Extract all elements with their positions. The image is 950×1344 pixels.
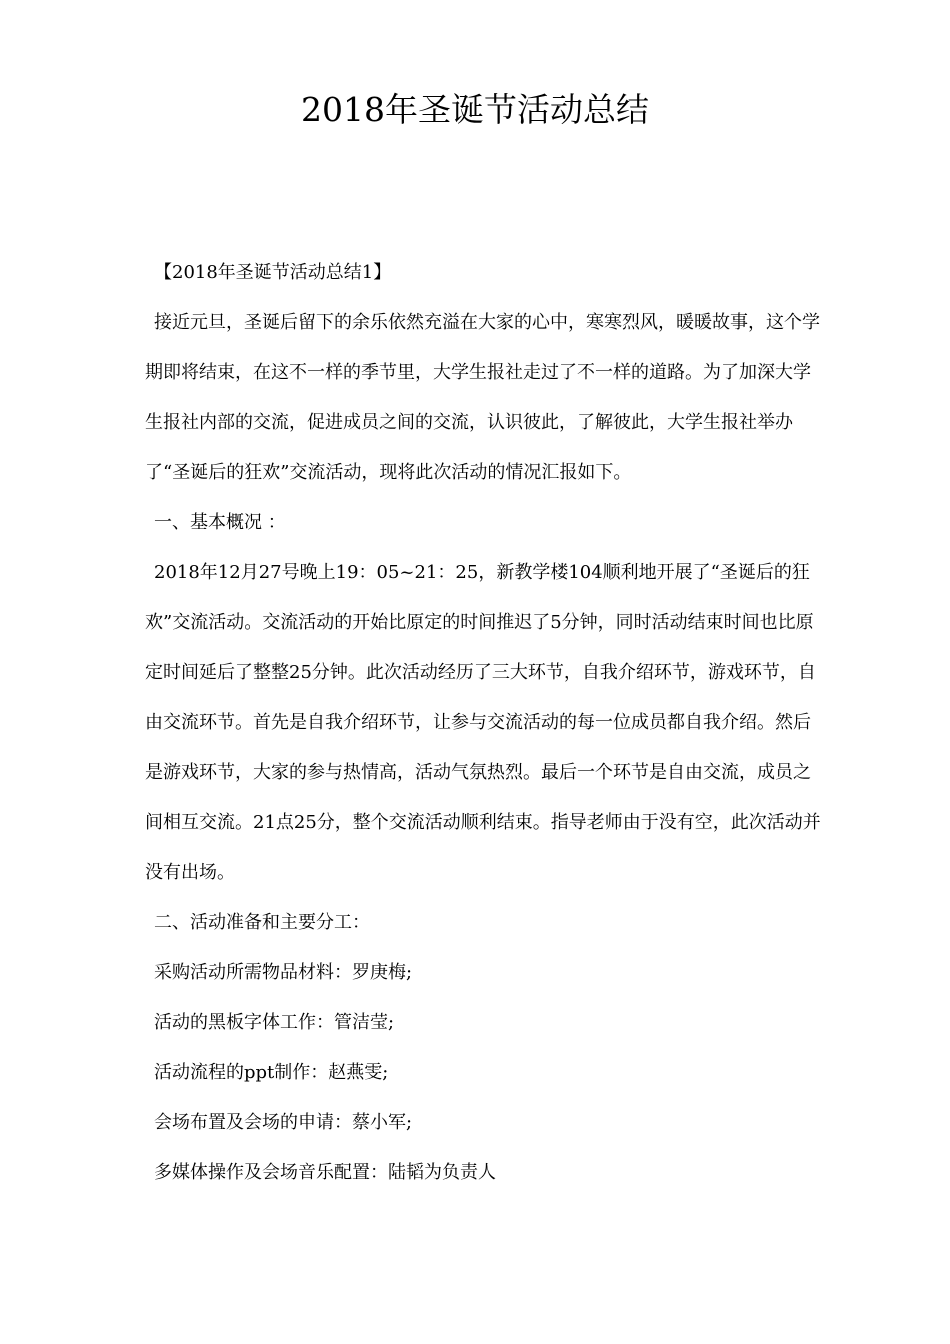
task-item: 会场布置及会场的申请：蔡小军;	[154, 1112, 413, 1133]
task-item: 采购活动所需物品材料：罗庚梅;	[154, 962, 413, 983]
section-heading: 【2018年圣诞节活动总结1】	[154, 262, 392, 283]
overview-heading: 一、基本概况 ：	[154, 512, 286, 533]
prep-heading: 二、活动准备和主要分工：	[154, 912, 370, 933]
overview-paragraph: 2018年12月27号晚上19：05~21：25，新教学楼104顺利地开展了“圣诞后的狂欢”交流活动。交流活动的开始比原定的时间推迟了5分钟，同时活动结束时间也比原定时间延后了整整25分钟。此次活动经历了三大环节，自我介绍环节，游戏环节，自由交流环节。首先是自我介绍环节，让参与交流活动的每一位成员都自我介绍。然后是游戏环节，大家的参与热情高，活动气氛热烈。最后一个环节是自由交流，成员之间相互交流。21点25分，整个交流活动顺利结束。指导老师由于没有空，此次活动并没有出场。	[145, 562, 821, 883]
task-item: 活动的黑板字体工作：管洁莹;	[154, 1012, 395, 1033]
intro-paragraph: 接近元旦，圣诞后留下的余乐依然充溢在大家的心中，寒寒烈风，暖暖故事，这个学期即将结束，在这不一样的季节里，大学生报社走过了不一样的道路。为了加深大学生报社内部的交流，促进成员之间的交流，认识彼此，了解彼此，大学生报社举办了“圣诞后的狂欢”交流活动，现将此次活动的情况汇报如下。	[145, 312, 820, 483]
task-item: 多媒体操作及会场音乐配置：陆韬为负责人	[154, 1162, 496, 1183]
document-title: 2018年圣诞节活动总结	[301, 90, 649, 129]
document-body	[145, 248, 821, 1198]
task-item: 活动流程的ppt制作：赵燕雯;	[154, 1062, 389, 1083]
